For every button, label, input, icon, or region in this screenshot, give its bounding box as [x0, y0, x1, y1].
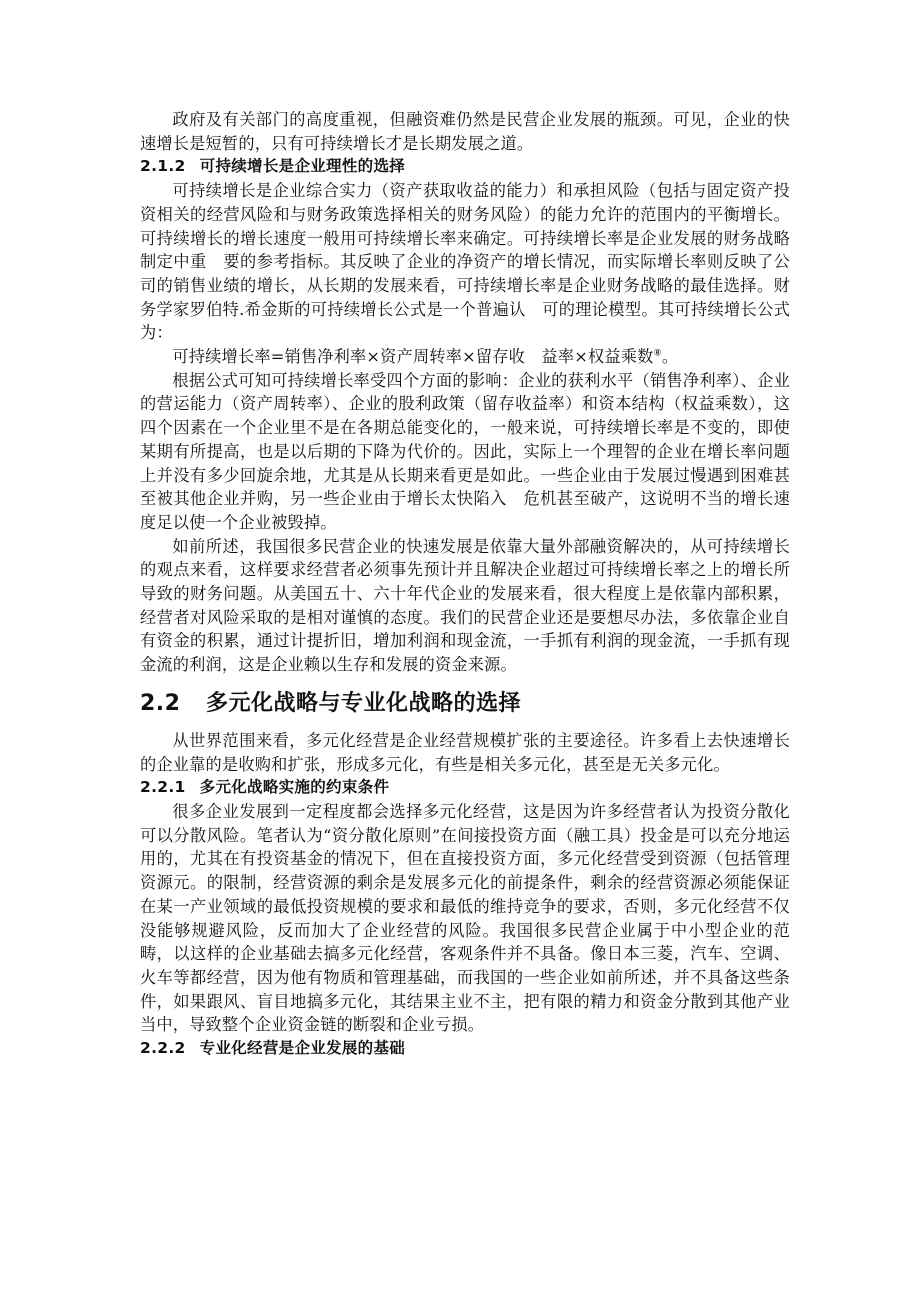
- section-heading-2-2: [140, 689, 790, 719]
- paragraph-diversification-constraints: 很多企业发展到一定程度都会选择多元化经营，这是因为许多经营者认为投资分散化可以分散风险。笔者认为“资分散化原则”在间接投资方面（融工具）投金是可以充分地运用的，尤其在有投资基金的情况下，但在直接投资方面，多元化经营受到资源（包括管理资源元。的限制，经营资源的剩余是发展多元化的前提条件，剩余的经营资源必须能保证在某一产业领域的最低投资规模的要求和最低的维持竞争的要求，否则，多元化经营不仅没能够规避风险，反而加大了企业经营的风险。我国很多民营企业属于中小型企业的范畴，以这样的企业基础去搞多元化经营，客观条件并不具备。像日本三菱，汽车、空调、火车等都经营，因为他有物质和管理基础，而我国的一些企业如前所述，并不具备这些条件，如果跟风、盲目地搞多元化，其结果主业不主，把有限的精力和资金分散到其他产业当中，导致整个企业资金链的断裂和企业亏损。: [140, 801, 790, 1035]
- section-title: 多元化战略与专业化战略的选择: [206, 690, 522, 716]
- section-number: 2.1.2: [140, 157, 186, 176]
- paragraph-four-factors: 根据公式可知可持续增长率受四个方面的影响：企业的获利水平（销售净利率）、企业的营运能力（资产周转率）、企业的股利政策（留存收益率）和资本结构（权益乘数），这四个因素在一个企业里不是在各期总能变化的，一般来说，可持续增长率是不变的，即使某期有所提高，也是以后期的下降为代价的。因此，实际上一个理智的企业在增长率问题上并没有多少回旋余地，尤其是从长期来看更是如此。一些企业由于发展过慢遇到困难甚至被其他企业并购，另一些企业由于增长太快陷入 危机甚至破产，这说明不当的增长速度足以使一个企业被毁掉。: [140, 370, 790, 532]
- formula-line: [140, 345, 790, 369]
- section-heading-2-2-1: [140, 776, 790, 800]
- section-number: 2.2.2: [140, 1039, 186, 1058]
- footnote-marker: ⑧: [653, 348, 662, 359]
- paragraph-external-financing: 如前所述，我国很多民营企业的快速发展是依靠大量外部融资解决的，从可持续增长的观点来看，这样要求经营者必须事先预计并且解决企业超过可持续增长率之上的增长所导致的财务问题。从美国五十、六十年代企业的发展来看，很大程度上是依靠内部积累，经营者对风险采取的是相对谨慎的态度。我们的民营企业还是要想尽办法，多依靠企业自有资金的积累，通过计提折旧，增加利润和现金流，一手抓有利润的现金流，一手抓有现金流的利润，这是企业赖以生存和发展的资金来源。: [140, 536, 790, 675]
- formula-text: 可持续增长率=销售净利率×资产周转率×留存收 益率×权益乘数: [172, 347, 654, 367]
- section-title: 多元化战略实施的约束条件: [199, 778, 390, 797]
- paragraph-intro: 政府及有关部门的高度重视，但融资难仍然是民营企业发展的瓶颈。可见，企业的快速增长是短暂的，只有可持续增长才是长期发展之道。: [140, 110, 790, 153]
- page-content: [140, 108, 790, 1061]
- section-number: 2.2: [140, 690, 181, 716]
- section-heading-2-1-2: [140, 155, 790, 179]
- paragraph-sustainable-growth-definition: 可持续增长是企业综合实力（资产获取收益的能力）和承担风险（包括与固定资产投资相关的经营风险和与财务政策选择相关的财务风险）的能力允许的范围内的平衡增长。可持续增长的增长速度一般用可持续增长率来确定。可持续增长率是企业发展的财务战略制定中重 要的参考指标。其反映了企业的净资产的增长情况，而实际增长率则反映了公司的销售业绩的增长，从长期的发展来看，可持续增长率是企业财务战略的最佳选择。财务学家罗伯特.希金斯的可持续增长公式是一个普遍认 可的理论模型。其可持续增长公式为：: [140, 181, 790, 343]
- paragraph-diversification-intro: 从世界范围来看，多元化经营是企业经营规模扩张的主要途径。许多看上去快速增长的企业靠的是收购和扩张，形成多元化，有些是相关多元化，甚至是无关多元化。: [140, 730, 790, 774]
- section-title: 专业化经营是企业发展的基础: [199, 1039, 406, 1058]
- formula-end: 。: [661, 347, 679, 367]
- section-number: 2.2.1: [140, 778, 186, 797]
- section-title: 可持续增长是企业理性的选择: [199, 157, 406, 176]
- section-heading-2-2-2: [140, 1037, 790, 1061]
